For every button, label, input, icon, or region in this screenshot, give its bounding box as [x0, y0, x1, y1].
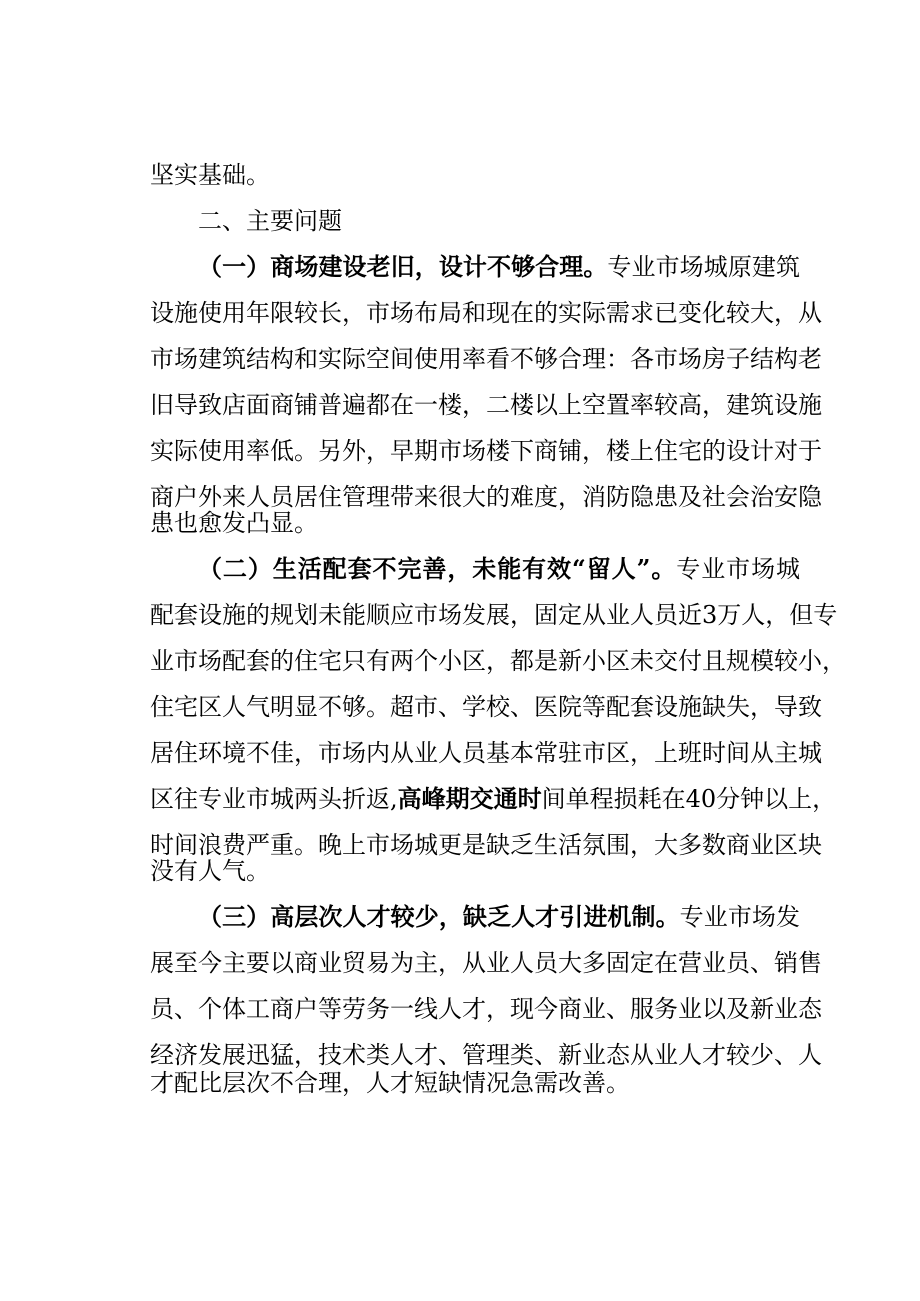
problem3-line: 展至今主要以商业贸易为主，从业人员大多固定在营业员、销售 [150, 949, 822, 977]
problem2-line: 没有人气。 [150, 857, 270, 885]
problem2-text: 区往专业市城两头折返, [150, 785, 398, 813]
continuation-text: 坚实基础。 [150, 161, 270, 189]
problem1-line: 旧导致店面商铺普遍都在一楼，二楼以上空置率较高，建筑设施 [150, 391, 822, 419]
problem2-bold-phrase: 高峰期交通时 [397, 784, 542, 813]
problem1-text: 专业市场城原建筑 [607, 253, 801, 281]
section-heading: 二、主要问题 [198, 207, 342, 235]
problem2-line: 时间浪费严重。晚上市场城更是缺乏生活氛围，大多数商业区块 [150, 831, 822, 859]
problem2-line: 业市场配套的住宅只有两个小区，都是新小区未交付且规模较小， [150, 647, 846, 675]
problem3-line: 经济发展迅猛，技术类人才、管理类、新业态从业人才较少、人 [150, 1041, 822, 1069]
problem3-line: 员、个体工商户等劳务一线人才，现今商业、服务业以及新业态 [150, 995, 822, 1023]
problem1-line: 设施使用年限较长，市场布局和现在的实际需求已变化较大，从 [150, 299, 822, 327]
problem1-first-line [198, 252, 800, 282]
problem3-line: 才配比层次不合理，人才短缺情况急需改善。 [150, 1069, 630, 1097]
problem1-title: （一）商场建设老旧，设计不够合理。 [198, 252, 608, 281]
problem2-mixed-line [150, 784, 837, 814]
problem2-line: 住宅区人气明显不够。超市、学校、医院等配套设施缺失，导致 [150, 693, 822, 721]
problem2-line: 居住环境不佳，市场内从业人员基本常驻市区，上班时间从主城 [150, 739, 822, 767]
problem2-text: 专业市场城 [676, 555, 801, 583]
problem2-text: 间单程损耗在40分钟以上， [541, 785, 837, 813]
problem3-text: 专业市场发 [679, 903, 801, 931]
problem3-first-line [198, 902, 800, 932]
problem1-line: 实际使用率低。另外，早期市场楼下商铺，楼上住宅的设计对于 [150, 437, 822, 465]
problem2-first-line [198, 554, 800, 584]
problem1-line: 商户外来人员居住管理带来很大的难度，消防隐患及社会治安隐 [150, 483, 822, 511]
problem1-line: 市场建筑结构和实际空间使用率看不够合理：各市场房子结构老 [150, 345, 822, 373]
problem3-title: （三）高层次人才较少，缺乏人才引进机制。 [198, 902, 680, 931]
problem2-title: （二）生活配套不完善，未能有效“留人”。 [198, 554, 677, 583]
problem2-line: 配套设施的规划未能顺应市场发展，固定从业人员近3万人，但专 [150, 601, 838, 629]
problem1-line: 患也愈发凸显。 [150, 509, 318, 537]
